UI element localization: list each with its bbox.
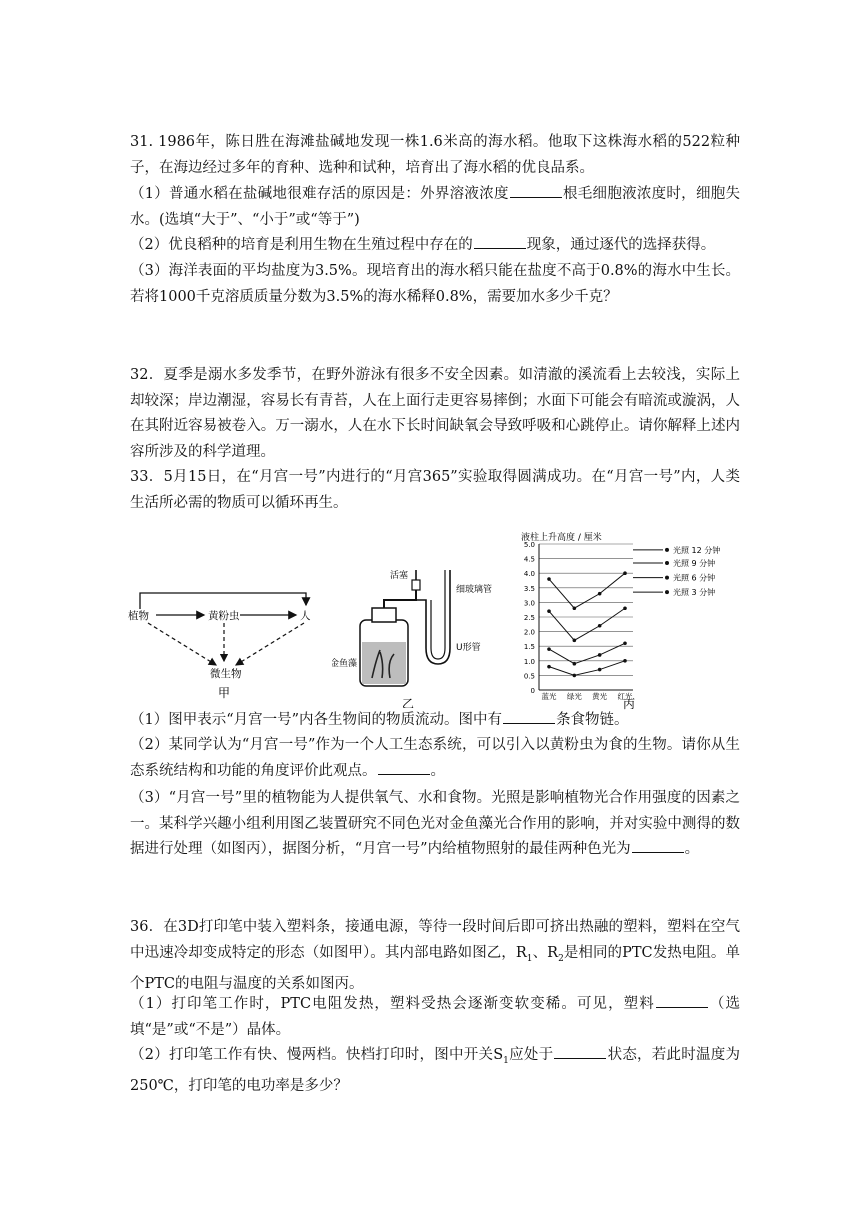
q31-part3: （3）海洋表面的平均盐度为3.5%。现培育出的海水稻只能在盐度不高于0.8%的海水中生长。若将1000千克溶质质量分数为3.5%的海水稀释0.8%，需要加水多少千克？ [130,263,740,305]
q31-intro: 31. 1986年，陈日胜在海滩盐碱地发现一株1.6米高的海水稻。他取下这株海水稻的522粒种子，在海边经过多年的育种、选种和试种，培育出了海水稻的优良品系。 [130,134,740,176]
data-point [623,659,627,663]
q33-part1: （1）图甲表示“月宫一号”内各生物间的物质流动。图中有 条食物链。 [130,708,740,734]
x-tick-label: 红光 [617,692,633,701]
q32-text: 32．夏季是溺水多发季节，在野外游泳有很多不安全因素。如清澈的溪流看上去较浅，实际上却较深；岸边潮湿，容易长有青苔，人在上面行走更容易摔倒；水面下可能会有暗流或漩涡，人在其附近容易被卷入。万一溺水，人在水下长时间缺氧会导致呼吸和心跳停止。请你解释上述内容所涉及的科学道理。 [130,367,740,460]
data-point [573,674,577,678]
food-web-diagram [128,575,328,705]
answer-blank[interactable] [503,709,555,724]
x-tick-label: 绿光 [566,692,582,701]
data-point [598,668,602,672]
data-point [623,571,627,575]
label-tube: 细玻璃管 [456,585,493,595]
label-algae: 金鱼藻 [332,659,358,669]
y-tick-label: 4.5 [523,555,535,564]
data-point [623,641,627,645]
legend-label: 光照 3 分钟 [673,588,716,598]
data-point [573,606,577,610]
q31-part2: （2）优良稻种的培育是利用生物在生殖过程中存在的 现象，通过逐代的选择获得。 [130,233,740,259]
y-tick-label: 3.5 [523,584,535,593]
stopper-icon [412,580,420,590]
data-point [573,639,577,643]
q33-intro: 33．5月15日，在“月宫一号”内进行的“月宫365”实验取得圆满成功。在“月宫一号”内，人类生活所必需的物质可以循环再生。 [130,469,740,511]
node-human: 人 [300,610,311,622]
line-chart [505,530,745,710]
node-microbe: 微生物 [210,668,242,680]
x-tick-label: 黄光 [592,692,608,701]
data-point [598,592,602,596]
q33-part3: （3）“月宫一号”里的植物能为人提供氧气、水和食物。光照是影响植物光合作用强度的因素之一。某科学兴趣小组利用图乙装置研究不同色光对金鱼藻光合作用的影响，并对实验中测得的数据进行处理（如图丙），据图分析，“月宫一号”内给植物照射的最佳两种色光为 。 [130,790,740,857]
data-point [623,606,627,610]
y-tick-label: 0 [530,687,535,695]
series-line [549,661,625,676]
legend-label: 光照 9 分钟 [673,558,716,568]
caption-jia: 甲 [218,686,231,700]
q31-part1: （1）普通水稻在盐碱地很难存活的原因是：外界溶液浓度 根毛细胞液浓度时，细胞失水。(选填“大于”、“小于”或“等于”) [130,182,740,233]
chart-ylabel: 液柱上升高度 / 厘米 [521,533,602,543]
data-point [573,662,577,666]
q33-part2: （2）某同学认为“月宫一号”作为一个人工生态系统，可以引入以黄粉虫为食的生物。请你从生态系统结构和功能的角度评价此观点。 。 [130,737,740,779]
legend-label: 光照 12 分钟 [673,545,721,555]
node-mealworm: 黄粉虫 [208,610,240,622]
answer-blank[interactable] [554,1044,606,1059]
series-line [549,608,625,640]
data-point [547,647,551,651]
data-point [598,653,602,657]
node-plant: 植物 [128,610,149,622]
y-tick-label: 3.0 [523,599,535,608]
data-point [547,665,551,669]
y-tick-label: 0.5 [523,672,535,681]
caption-bing: 丙 [623,697,636,710]
y-tick-label: 2.5 [523,614,535,622]
q36-intro: 36．在3D打印笔中装入塑料条，接通电源，等待一段时间后即可挤出热融的塑料，塑料在空气中迅速冷却变成特定的形态（如图甲）。其内部电路如图乙，$R_1$、$R_2$是相同的PTC发热电阻。单个PTC的电阻与温度的关系如图丙。 [130,919,740,992]
answer-blank[interactable] [632,838,684,853]
y-tick-label: 1.5 [523,643,535,652]
answer-blank[interactable] [510,183,562,198]
label-u-tube: U形管 [456,643,481,653]
legend-marker [665,561,669,565]
y-tick-label: 5.0 [523,541,535,549]
label-stopper: 活塞 [390,571,409,581]
answer-blank[interactable] [378,760,430,775]
data-point [547,577,551,581]
legend-marker [665,548,669,552]
data-point [547,609,551,613]
data-point [598,624,602,628]
legend-marker [665,576,669,580]
legend-label: 光照 6 分钟 [673,573,716,583]
series-line [549,573,625,608]
y-tick-label: 1.0 [523,657,535,666]
q36-part2: （2）打印笔工作有快、慢两档。快档打印时，图中开关$S_1$应处于 状态，若此时温度为250℃，打印笔的电功率是多少？ [130,1043,740,1100]
y-tick-label: 4.0 [523,570,535,579]
answer-blank[interactable] [474,234,526,249]
answer-blank[interactable] [656,993,708,1008]
x-tick-label: 蓝光 [541,692,557,701]
apparatus-diagram [332,548,502,708]
legend-marker [665,590,669,594]
y-tick-label: 2.0 [523,628,535,637]
q36-part1: （1）打印笔工作时，PTC电阻发热，塑料受热会逐渐变软变稀。可见，塑料 （选填“是”或“不是”）晶体。 [130,992,740,1043]
caption-yi: 乙 [402,697,415,708]
